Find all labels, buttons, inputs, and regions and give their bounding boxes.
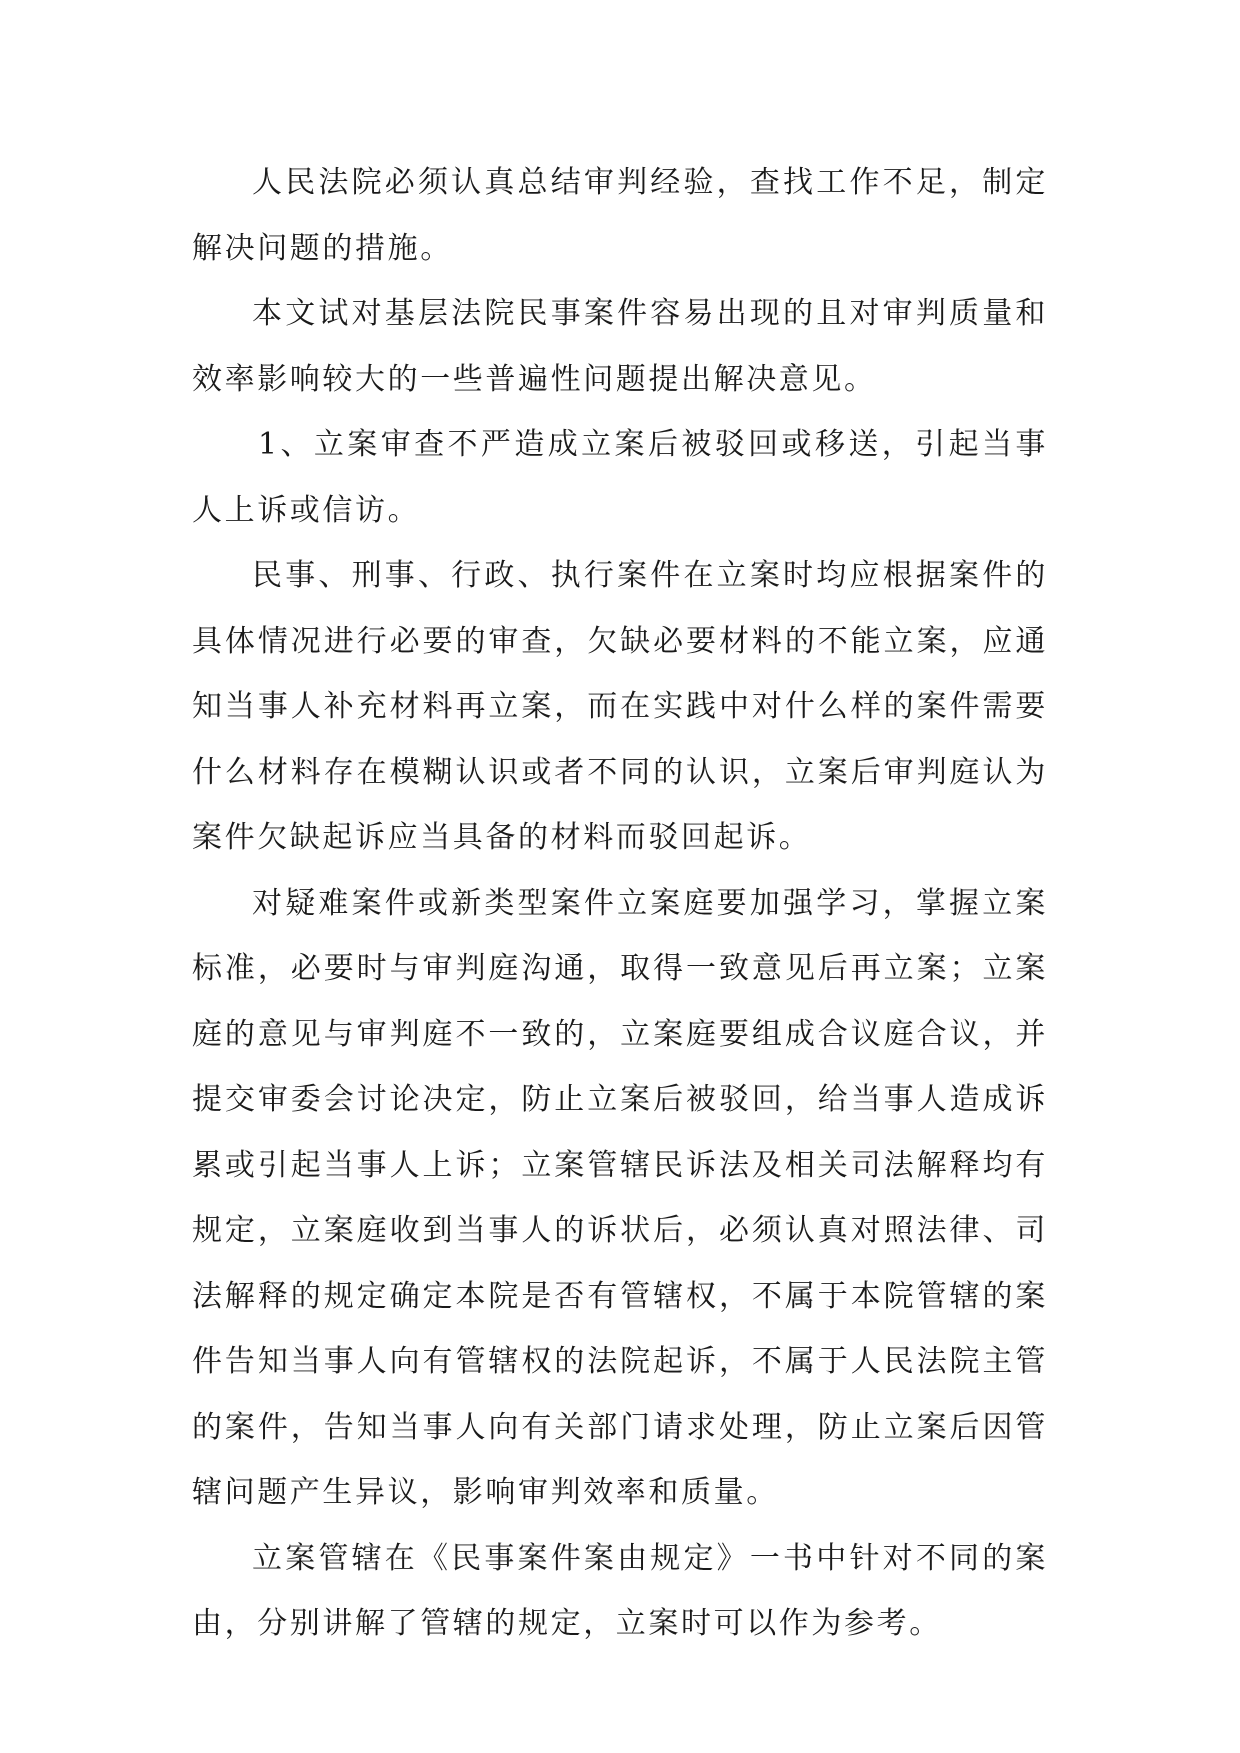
paragraph-summary-experience: 人民法院必须认真总结审判经验，查找工作不足，制定解决问题的措施。 xyxy=(192,165,1048,266)
paragraph-purpose: 本文试对基层法院民事案件容易出现的且对审判质量和效率影响较大的一些普遍性问题提出解决意见。 xyxy=(192,296,1048,397)
paragraph-jurisdiction-reference: 立案管辖在《民事案件案由规定》一书中针对不同的案由，分别讲解了管辖的规定，立案时可以作为参考。 xyxy=(192,1540,1048,1641)
paragraph-filing-review: 民事、刑事、行政、执行案件在立案时均应根据案件的具体情况进行必要的审查，欠缺必要材料的不能立案，应通知当事人补充材料再立案，而在实践中对什么样的案件需要什么材料存在模糊认识或者不同的认识，立案后审判庭认为案件欠缺起诉应当具备的材料而驳回起诉。 xyxy=(192,558,1048,855)
section-heading-1: 1、立案审查不严造成立案后被驳回或移送，引起当事人上诉或信访。 xyxy=(192,427,1048,528)
document-body xyxy=(192,150,1048,1657)
paragraph-difficult-cases: 对疑难案件或新类型案件立案庭要加强学习，掌握立案标准，必要时与审判庭沟通，取得一致意见后再立案；立案庭的意见与审判庭不一致的，立案庭要组成合议庭合议，并提交审委会讨论决定，防止立案后被驳回，给当事人造成诉累或引起当事人上诉；立案管辖民诉法及相关司法解释均有规定，立案庭收到当事人的诉状后，必须认真对照法律、司法解释的规定确定本院是否有管辖权，不属于本院管辖的案件告知当事人向有管辖权的法院起诉，不属于人民法院主管的案件，告知当事人向有关部门请求处理，防止立案后因管辖问题产生异议，影响审判效率和质量。 xyxy=(192,885,1048,1510)
